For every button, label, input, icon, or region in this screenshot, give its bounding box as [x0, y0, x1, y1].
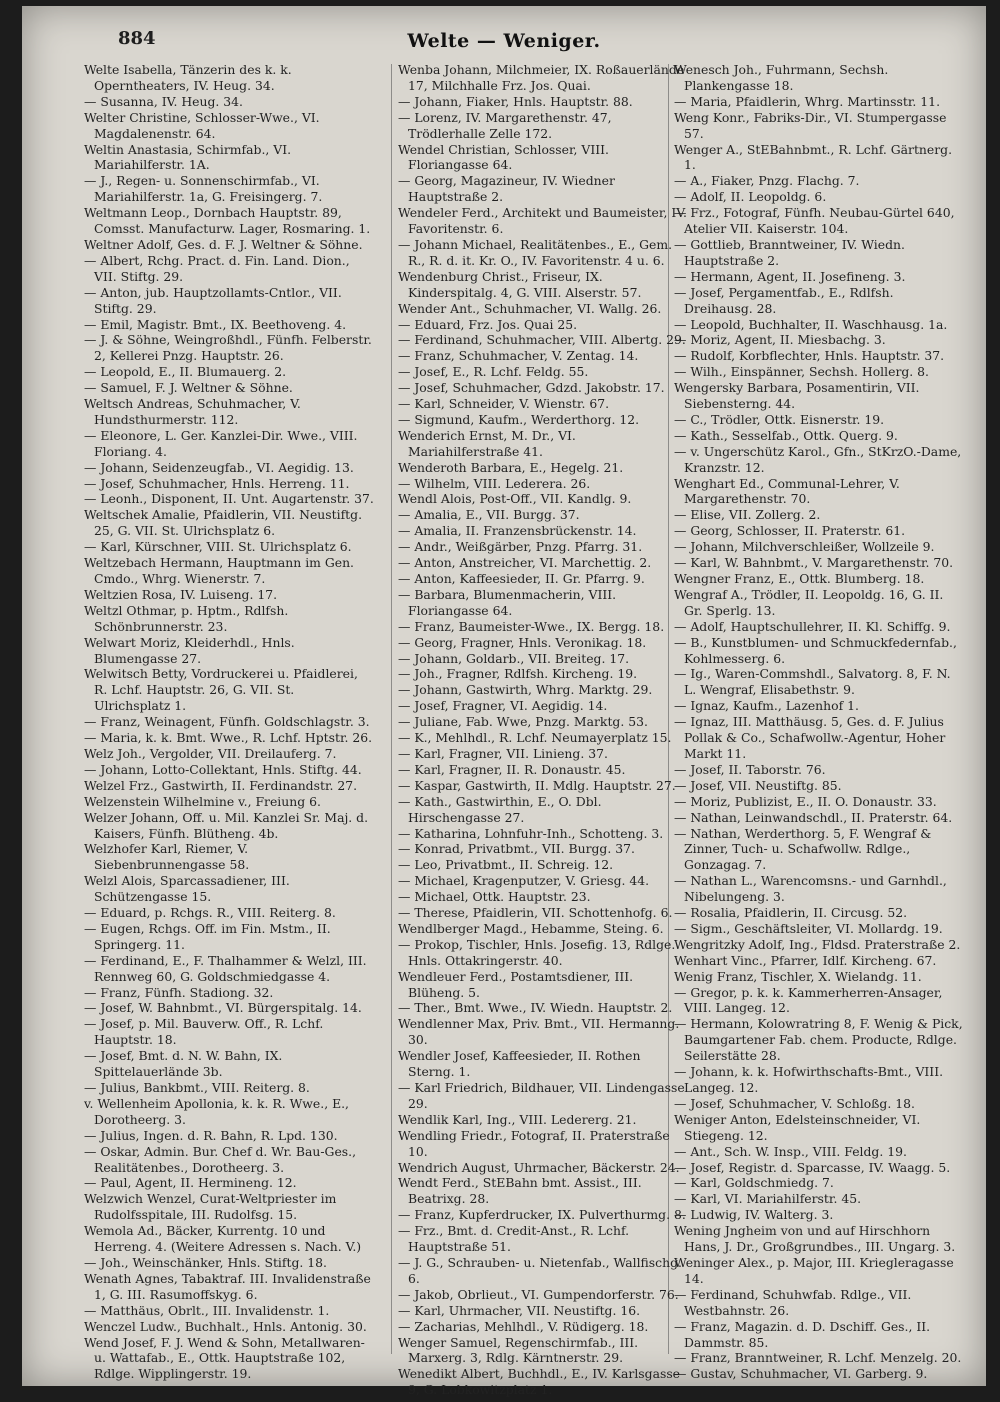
- directory-entry: Wenghart Ed., Communal-Lehrer, V. Margarethenstr. 70.: [674, 475, 900, 507]
- directory-entry: — Ferdinand, Schuhwfab. Rdlge., VII. Westbahnstr. 26.: [674, 1286, 912, 1318]
- directory-entry: — Leo, Privatbmt., II. Schreig. 12.: [398, 857, 614, 873]
- directory-entry: — Karl, Schneider, V. Wienstr. 67.: [398, 396, 610, 412]
- directory-entry: Wenger A., StEBahnbmt., R. Lchf. Gärtnerg. 1.: [674, 141, 953, 173]
- directory-entry: Wengraf A., Trödler, II. Leopoldg. 16, G. II. Gr. Sperlg. 13.: [674, 586, 944, 618]
- directory-entry: Wendleuer Ferd., Postamtsdiener, III. Blüheng. 5.: [398, 968, 634, 1000]
- directory-entry: Welzenstein Wilhelmine v., Freiung 6.: [84, 793, 321, 809]
- directory-entry: — Josef, Schuhmacher, V. Schloßg. 18.: [674, 1095, 915, 1111]
- directory-entry: Wenderoth Barbara, E., Hegelg. 21.: [398, 459, 624, 475]
- directory-entry: Wenedikt Albert, Buchhdl., E., IV. Karlsgasse 9, G. Lobkowitzplatz 1.: [398, 1366, 681, 1398]
- directory-entry: — Ig., Waren-Commshdl., Salvatorg. 8, F. N. L. Wengraf, Elisabethstr. 9.: [674, 666, 951, 698]
- directory-entry: — Maria, k. k. Bmt. Wwe., R. Lchf. Hptstr. 26.: [84, 730, 373, 746]
- directory-entry: — Samuel, F. J. Weltner & Söhne.: [84, 380, 293, 396]
- directory-entry: — Paul, Agent, II. Hermineng. 12.: [84, 1175, 297, 1191]
- directory-entry: — Eduard, p. Rchgs. R., VIII. Reiterg. 8.: [84, 905, 336, 921]
- directory-entry: — Josef, Fragner, VI. Aegidig. 14.: [398, 698, 608, 714]
- directory-entry: — Leopold, E., II. Blumauerg. 2.: [84, 364, 287, 380]
- running-head: Welte — Weniger.: [407, 30, 601, 52]
- directory-entry: — Lorenz, IV. Margarethenstr. 47, Trödlerhalle Zelle 172.: [398, 109, 612, 141]
- directory-entry: Wendenburg Christ., Friseur, IX. Kinderspitalg. 4, G. VIII. Alserstr. 57.: [398, 268, 642, 300]
- directory-entry: Wenesch Joh., Fuhrmann, Sechsh. Plankengasse 18.: [674, 62, 889, 93]
- directory-entry: Wengersky Barbara, Posamentirin, VII. Siebensterng. 44.: [674, 380, 920, 412]
- directory-entry: — Johann, Fiaker, Hnls. Hauptstr. 88.: [398, 93, 633, 109]
- directory-entry: Wenig Franz, Tischler, X. Wielandg. 11.: [674, 968, 922, 984]
- directory-entry: — Amalia, E., VII. Burgg. 37.: [398, 507, 580, 523]
- directory-entry: — Karl, Uhrmacher, VII. Neustiftg. 16.: [398, 1302, 641, 1318]
- directory-column-2: [398, 62, 688, 1398]
- directory-page: [22, 6, 986, 1398]
- directory-entry: — Albert, Rchg. Pract. d. Fin. Land. Dion., VII. Stiftg. 29.: [84, 252, 350, 284]
- directory-entry: — Andr., Weißgärber, Pnzg. Pfarrg. 31.: [398, 539, 643, 555]
- directory-entry: — Juliane, Fab. Wwe, Pnzg. Marktg. 53.: [398, 714, 648, 730]
- directory-entry: Wendlenner Max, Priv. Bmt., VII. Hermanng. 30.: [398, 1016, 680, 1048]
- directory-entry: — B., Kunstblumen- und Schmuckfedernfab., Kohlmesserg. 6.: [674, 634, 957, 666]
- directory-entry: — K., Mehlhdl., R. Lchf. Neumayerplatz 15.: [398, 730, 672, 746]
- directory-entry: Weninger Alex., p. Major, III. Kriegleragasse 14.: [674, 1254, 954, 1286]
- directory-entry: — J. & Söhne, Weingroßhdl., Fünfh. Felberstr. 2, Kellerei Pnzg. Hauptstr. 26.: [84, 332, 372, 364]
- directory-entry: — Michael, Ottk. Hauptstr. 23.: [398, 889, 591, 905]
- directory-entry: — Franz, Branntweiner, R. Lchf. Menzelg. 20.: [674, 1350, 962, 1366]
- directory-entry: Wendlik Karl, Ing., VIII. Ledererg. 21.: [398, 1111, 637, 1127]
- directory-entry: Wenderich Ernst, M. Dr., VI. Mariahilferstraße 41.: [398, 427, 576, 459]
- directory-entry: Welwart Moriz, Kleiderhdl., Hnls. Blumengasse 27.: [84, 634, 295, 666]
- directory-entry: — Anton, Kaffeesieder, II. Gr. Pfarrg. 9.: [398, 571, 645, 586]
- directory-entry: — C., Trödler, Ottk. Eisnerstr. 19.: [674, 411, 885, 427]
- directory-entry: Weltzl Othmar, p. Hptm., Rdlfsh. Schönbrunnerstr. 23.: [84, 602, 289, 634]
- directory-entry: — Ferdinand, Schuhmacher, VIII. Albertg. 29.: [398, 332, 686, 348]
- directory-entry: Weltin Anastasia, Schirmfab., VI. Mariahilferstr. 1A.: [84, 141, 292, 173]
- directory-entry: — J. G., Schrauben- u. Nietenfab., Wallfischg. 6.: [398, 1254, 682, 1286]
- directory-entry: Wenath Agnes, Tabaktraf. III. Invalidenstraße 1, G. III. Rasumoffskyg. 6.: [84, 1270, 371, 1302]
- directory-entry: — Karl, Fragner, II. R. Donaustr. 45.: [398, 761, 626, 777]
- directory-entry: — Karl, Goldschmiedg. 7.: [674, 1175, 834, 1191]
- directory-entry: — Ludwig, IV. Walterg. 3.: [674, 1207, 834, 1223]
- directory-entry: Wening Jngheim von und auf Hirschhorn Hans, J. Dr., Großgrundbes., III. Ungarg. 3.: [674, 1223, 956, 1255]
- directory-entry: — Josef, W. Bahnbmt., VI. Bürgerspitalg. 14.: [84, 1000, 362, 1016]
- directory-entry: — Elise, VII. Zollerg. 2.: [674, 507, 821, 523]
- directory-entry: Wendrich August, Uhrmacher, Bäckerstr. 24.: [398, 1159, 680, 1175]
- directory-entry: Welzel Frz., Gastwirth, II. Ferdinandstr. 27.: [84, 777, 358, 793]
- directory-column-1: [84, 62, 374, 1382]
- directory-entry: — Frz., Bmt. d. Credit-Anst., R. Lchf. Hauptstraße 51.: [398, 1223, 630, 1255]
- directory-entry: — Leonh., Disponent, II. Unt. Augartenstr. 37.: [84, 491, 374, 507]
- directory-entry: Welzl Alois, Sparcassadiener, III. Schützengasse 15.: [84, 873, 290, 905]
- directory-entry: — Johann, k. k. Hofwirthschafts-Bmt., VIII. Langeg. 12.: [674, 1064, 944, 1095]
- directory-entry: — Anton, jub. Hauptzollamts-Cntlor., VII. Stiftg. 29.: [84, 284, 342, 316]
- directory-entry: Welzer Johann, Off. u. Mil. Kanzlei Sr. Maj. d. Kaisers, Fünfh. Blütheng. 4b.: [84, 809, 369, 841]
- directory-entry: Weniger Anton, Edelsteinschneider, VI. Stiegeng. 12.: [674, 1111, 921, 1143]
- directory-entry: — Franz, Schuhmacher, V. Zentag. 14.: [398, 348, 639, 364]
- directory-entry: Weltsch Andreas, Schuhmacher, V. Hundsthurmerstr. 112.: [84, 396, 301, 427]
- directory-entry: Wenhart Vinc., Pfarrer, Idlf. Kircheng. 67.: [674, 952, 937, 968]
- directory-entry: Wenger Samuel, Regenschirmfab., III. Marxerg. 3, Rdlg. Kärntnerstr. 29.: [398, 1334, 639, 1366]
- directory-entry: Welzhofer Karl, Riemer, V. Siebenbrunnengasse 58.: [84, 841, 250, 873]
- directory-entry: — Eugen, Rchgs. Off. im Fin. Mstm., II. Springerg. 11.: [84, 920, 331, 952]
- directory-entry: — Georg, Schlosser, II. Praterstr. 61.: [674, 523, 906, 539]
- directory-entry: Wendel Christian, Schlosser, VIII. Floriangasse 64.: [398, 141, 609, 173]
- directory-entry: — Ignaz, III. Matthäusg. 5, Ges. d. F. Julius Pollak & Co., Schafwollw.-Agentur, Hoher Markt 11.: [674, 714, 946, 761]
- directory-entry: Welter Christine, Schlosser-Wwe., VI. Magdalenenstr. 64.: [84, 109, 320, 141]
- directory-entry: — Johann, Lotto-Collektant, Hnls. Stiftg. 44.: [84, 761, 362, 777]
- page-number: 884: [118, 28, 156, 49]
- directory-entry: — Hermann, Kolowratring 8, F. Wenig & Pick, Baumgartener Fab. chem. Producte, Rdlge. Seilerstätte 28.: [674, 1016, 963, 1064]
- directory-entry: Wendl Alois, Post-Off., VII. Kandlg. 9.: [398, 491, 632, 507]
- directory-entry: — Josef, II. Taborstr. 76.: [674, 761, 826, 777]
- directory-entry: — Nathan, Werderthorg. 5, F. Wengraf & Zinner, Tuch- u. Schafwollw. Rdlge., Gonzagag. 7.: [674, 825, 932, 873]
- directory-entry: — Prokop, Tischler, Hnls. Josefig. 13, Rdlge. Hnls. Ottakringerstr. 40.: [398, 936, 676, 968]
- directory-entry: — A., Fiaker, Pnzg. Flachg. 7.: [674, 173, 860, 189]
- directory-entry: — Hermann, Agent, II. Josefineng. 3.: [674, 268, 906, 284]
- directory-entry: — Jakob, Obrlieut., VI. Gumpendorferstr. 76.: [398, 1286, 679, 1302]
- directory-entry: — Franz, Fünfh. Stadiong. 32.: [84, 984, 274, 1000]
- directory-entry: — Ignaz, Kaufm., Lazenhof 1.: [674, 698, 859, 714]
- directory-entry: Wend Josef, F. J. Wend & Sohn, Metallwaren- u. Wattafab., E., Ottk. Hauptstraße 102, Rdlge. Wipplingerstr. 19.: [84, 1334, 365, 1382]
- directory-entry: — Kath., Gastwirthin, E., O. Dbl. Hirschengasse 27.: [398, 793, 602, 825]
- directory-entry: Wenczel Ludw., Buchhalt., Hnls. Antonig. 30.: [84, 1318, 367, 1334]
- directory-entry: v. Wellenheim Apollonia, k. k. R. Wwe., E., Dorotheerg. 3.: [84, 1095, 349, 1127]
- directory-entry: Weltzebach Hermann, Hauptmann im Gen. Cmdo., Whrg. Wienerstr. 7.: [84, 555, 354, 586]
- directory-entry: — Franz, Baumeister-Wwe., IX. Bergg. 18.: [398, 618, 665, 634]
- directory-entry: Wengritzky Adolf, Ing., Fldsd. Praterstraße 2.: [674, 936, 961, 952]
- directory-entry: — Josef, VII. Neustiftg. 85.: [674, 777, 842, 793]
- directory-entry: — Eleonore, L. Ger. Kanzlei-Dir. Wwe., VIII. Floriang. 4.: [84, 427, 358, 459]
- directory-entry: Welwitsch Betty, Vordruckerei u. Pfaidlerei, R. Lchf. Hauptstr. 26, G. VII. St. Ulrichsplatz 1.: [84, 666, 358, 714]
- directory-entry: — Josef, Schuhmacher, Hnls. Herreng. 11.: [84, 475, 350, 491]
- directory-entry: — Ant., Sch. W. Insp., VIII. Feldg. 19.: [674, 1143, 907, 1159]
- directory-entry: — Wilhelm, VIII. Lederera. 26.: [398, 475, 591, 491]
- directory-entry: — Johann, Goldarb., VII. Breiteg. 17.: [398, 650, 630, 666]
- directory-entry: — Julius, Bankbmt., VIII. Reiterg. 8.: [84, 1080, 310, 1095]
- directory-entry: — Julius, Ingen. d. R. Bahn, R. Lpd. 130.: [84, 1127, 338, 1143]
- directory-entry: — Susanna, IV. Heug. 34.: [84, 93, 243, 109]
- directory-entry: — Oskar, Admin. Bur. Chef d. Wr. Bau-Ges., Realitätenbes., Dorotheerg. 3.: [84, 1143, 357, 1175]
- directory-entry: Welte Isabella, Tänzerin des k. k. Operntheaters, IV. Heug. 34.: [84, 62, 292, 93]
- directory-entry: Wemola Ad., Bäcker, Kurrentg. 10 und Herreng. 4. (Weitere Adressen s. Nach. V.): [84, 1223, 362, 1255]
- directory-entry: Weltner Adolf, Ges. d. F. J. Weltner & Söhne.: [84, 236, 363, 252]
- directory-entry: — Matthäus, Obrlt., III. Invalidenstr. 1.: [84, 1302, 330, 1318]
- directory-entry: — Gregor, p. k. k. Kammerherren-Ansager, VIII. Langeg. 12.: [674, 984, 943, 1016]
- directory-entry: Wenba Johann, Milchmeier, IX. Roßauerlände 17, Milchhalle Frz. Jos. Quai.: [398, 62, 685, 93]
- directory-entry: Wendeler Ferd., Architekt und Baumeister, IV. Favoritenstr. 6.: [398, 205, 687, 237]
- directory-entry: Wendlberger Magd., Hebamme, Steing. 6.: [398, 920, 664, 936]
- directory-entry: — Georg, Magazineur, IV. Wiedner Hauptstraße 2.: [398, 173, 615, 205]
- directory-entry: — Joh., Weinschänker, Hnls. Stiftg. 18.: [84, 1254, 327, 1270]
- directory-entry: — Adolf, Hauptschullehrer, II. Kl. Schiffg. 9.: [674, 618, 951, 634]
- directory-entry: — Rosalia, Pfaidlerin, II. Circusg. 52.: [674, 905, 908, 921]
- directory-entry: — Karl, VI. Mariahilferstr. 45.: [674, 1191, 862, 1207]
- directory-entry: — Georg, Fragner, Hnls. Veronikag. 18.: [398, 634, 647, 650]
- directory-entry: — Nathan, Leinwandschdl., II. Praterstr. 64.: [674, 809, 953, 825]
- directory-entry: — Moriz, Agent, II. Miesbachg. 3.: [674, 332, 886, 348]
- directory-entry: — Johann, Seidenzeugfab., VI. Aegidig. 13.: [84, 459, 354, 475]
- directory-entry: — Sigm., Geschäftsleiter, VI. Mollardg. 19.: [674, 920, 943, 936]
- directory-entry: — Anton, Anstreicher, VI. Marchettig. 2.: [398, 555, 652, 571]
- directory-entry: — Kaspar, Gastwirth, II. Mdlg. Hauptstr. 27.: [398, 777, 676, 793]
- directory-entry: — Joh., Fragner, Rdlfsh. Kircheng. 19.: [398, 666, 638, 682]
- directory-entry: Welz Joh., Vergolder, VII. Dreilauferg. 7.: [84, 745, 337, 761]
- directory-entry: Weltzien Rosa, IV. Luiseng. 17.: [84, 586, 278, 602]
- directory-entry: — Johann Michael, Realitätenbes., E., Gem. R., R. d. it. Kr. O., IV. Favoritenstr. 4 u. 6.: [398, 236, 673, 268]
- directory-entry: — Franz, Weinagent, Fünfh. Goldschlagstr. 3.: [84, 714, 370, 730]
- directory-entry: Welzwich Wenzel, Curat-Weltpriester im Rudolfsspitale, III. Rudolfsg. 15.: [84, 1191, 337, 1223]
- directory-entry: — Josef, Schuhmacher, Gdzd. Jakobstr. 17.: [398, 380, 665, 396]
- directory-entry: — Karl Friedrich, Bildhauer, VII. Lindengasse 29.: [398, 1080, 685, 1111]
- directory-entry: — Maria, Pfaidlerin, Whrg. Martinsstr. 11.: [674, 93, 941, 109]
- directory-entry: — Wilh., Einspänner, Sechsh. Hollerg. 8.: [674, 364, 929, 380]
- directory-entry: — J., Regen- u. Sonnenschirmfab., VI. Mariahilferstr. 1a, G. Freisingerg. 7.: [84, 173, 323, 205]
- directory-entry: — Amalia, II. Franzensbrückenstr. 14.: [398, 523, 637, 539]
- directory-entry: — Leopold, Buchhalter, II. Waschhausg. 1a.: [674, 316, 948, 332]
- directory-entry: — Moriz, Publizist, E., II. O. Donaustr. 33.: [674, 793, 937, 809]
- directory-entry: — Kath., Sesselfab., Ottk. Querg. 9.: [674, 427, 898, 443]
- directory-entry: — Johann, Gastwirth, Whrg. Marktg. 29.: [398, 682, 653, 698]
- directory-entry: — Karl, W. Bahnbmt., V. Margarethenstr. 70.: [674, 555, 954, 571]
- directory-entry: — Franz, Magazin. d. D. Dschiff. Ges., II. Dammstr. 85.: [674, 1318, 931, 1350]
- directory-entry: — Gustav, Schuhmacher, VI. Garberg. 9.: [674, 1366, 928, 1382]
- directory-entry: — Ther., Bmt. Wwe., IV. Wiedn. Hauptstr. 2.: [398, 1000, 673, 1016]
- directory-entry: — Therese, Pfaidlerin, VII. Schottenhofg. 6.: [398, 905, 673, 921]
- directory-entry: — Ferdinand, E., F. Thalhammer & Welzl, III. Rennweg 60, G. Goldschmiedgasse 4.: [84, 952, 367, 984]
- directory-entry: — Johann, Milchverschleißer, Wollzeile 9.: [674, 539, 935, 555]
- directory-entry: — Rudolf, Korbflechter, Hnls. Hauptstr. 37.: [674, 348, 945, 364]
- column-rule: [391, 64, 392, 1354]
- directory-entry: Wendt Ferd., StEBahn bmt. Assist., III. Beatrixg. 28.: [398, 1175, 642, 1207]
- directory-entry: — Barbara, Blumenmacherin, VIII. Floriangasse 64.: [398, 586, 617, 618]
- directory-entry: — Josef, Registr. d. Sparcasse, IV. Waagg. 5.: [674, 1159, 951, 1175]
- directory-entry: — Nathan L., Warencomsns.- und Garnhdl., Nibelungeng. 3.: [674, 873, 947, 905]
- directory-entry: — Josef, Pergamentfab., E., Rdlfsh. Dreihausg. 28.: [674, 284, 894, 316]
- directory-entry: Weltschek Amalie, Pfaidlerin, VII. Neustiftg. 25, G. VII. St. Ulrichsplatz 6.: [84, 507, 363, 539]
- directory-entry: Wendling Friedr., Fotograf, II. Praterstraße 10.: [398, 1127, 670, 1159]
- directory-entry: — Michael, Kragenputzer, V. Griesg. 44.: [398, 873, 650, 889]
- directory-entry: Wendler Josef, Kaffeesieder, II. Rothen Sterng. 1.: [398, 1048, 641, 1080]
- directory-entry: — Eduard, Frz. Jos. Quai 25.: [398, 316, 578, 332]
- directory-entry: — Josef, Bmt. d. N. W. Bahn, IX. Spittelauerlände 3b.: [84, 1048, 283, 1080]
- directory-entry: Weng Konr., Fabriks-Dir., VI. Stumpergasse 57.: [674, 109, 947, 141]
- directory-entry: — Sigmund, Kaufm., Werderthorg. 12.: [398, 411, 640, 427]
- directory-entry: — Frz., Fotograf, Fünfh. Neubau-Gürtel 640, Atelier VII. Kaiserstr. 104.: [674, 205, 955, 237]
- directory-entry: Wengner Franz, E., Ottk. Blumberg. 18.: [674, 571, 925, 586]
- directory-entry: — Karl, Fragner, VII. Linieng. 37.: [398, 745, 608, 761]
- directory-entry: — Katharina, Lohnfuhr-Inh., Schotteng. 3.: [398, 825, 664, 841]
- directory-entry: Wender Ant., Schuhmacher, VI. Wallg. 26.: [398, 300, 662, 316]
- directory-entry: Weltmann Leop., Dornbach Hauptstr. 89, Comsst. Manufacturw. Lager, Rosmaring. 1.: [84, 205, 371, 237]
- directory-entry: — Karl, Kürschner, VIII. St. Ulrichsplatz 6.: [84, 539, 352, 555]
- directory-entry: — Franz, Kupferdrucker, IX. Pulverthurmg. 8.: [398, 1207, 686, 1223]
- directory-entry: — Adolf, II. Leopoldg. 6.: [674, 189, 827, 205]
- directory-entry: — Josef, p. Mil. Bauverw. Off., R. Lchf. Hauptstr. 18.: [84, 1016, 324, 1048]
- directory-entry: — Konrad, Privatbmt., VII. Burgg. 37.: [398, 841, 635, 857]
- directory-entry: — Gottlieb, Branntweiner, IV. Wiedn. Hauptstraße 2.: [674, 236, 905, 268]
- directory-entry: — Emil, Magistr. Bmt., IX. Beethoveng. 4.: [84, 316, 347, 332]
- directory-entry: — v. Ungerschütz Karol., Gfn., StKrzO.-Dame, Kranzstr. 12.: [674, 443, 962, 475]
- directory-column-3: [674, 62, 964, 1382]
- directory-entry: — Zacharias, Mehlhdl., V. Rüdigerg. 18.: [398, 1318, 649, 1334]
- directory-entry: — Josef, E., R. Lchf. Feldg. 55.: [398, 364, 589, 380]
